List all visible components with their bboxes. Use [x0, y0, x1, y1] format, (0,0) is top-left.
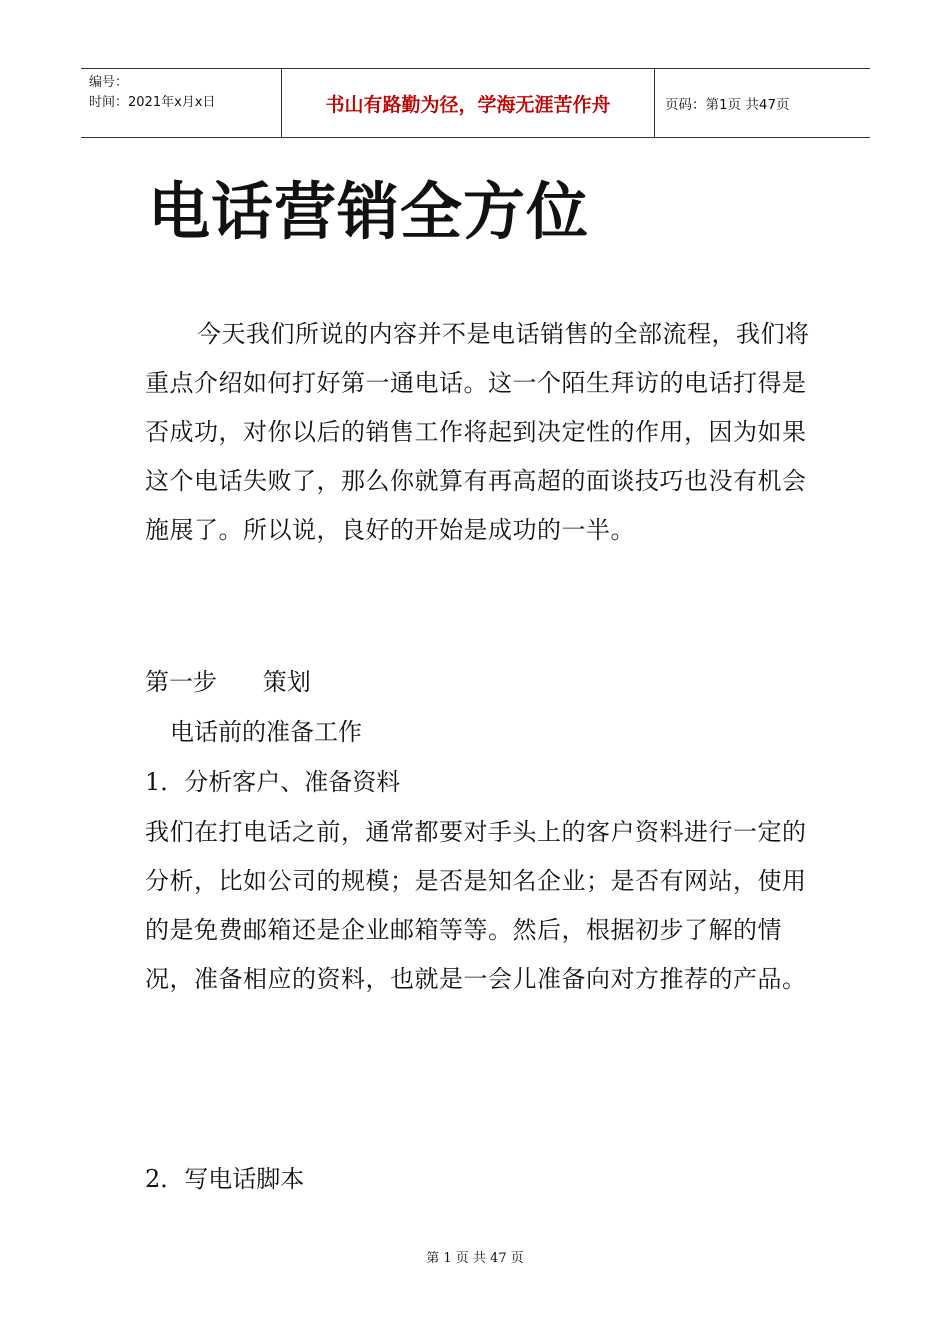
serial-label: 编号： — [89, 75, 129, 90]
item2-heading: 2．写电话脚本 — [145, 1165, 305, 1193]
document-header — [81, 68, 870, 138]
header-motto: 书山有路勤为径，学海无涯苦作舟 — [282, 69, 655, 137]
intro-paragraph: 今天我们所说的内容并不是电话销售的全部流程，我们将重点介绍如何打好第一通电话。这一个陌生拜访的电话打得是否成功，对你以后的销售工作将起到决定性的作用，因为如果这个电话失败了，那么你就算有再高超的面谈技巧也没有机会施展了。所以说，良好的开始是成功的一半。 — [145, 320, 810, 544]
time-label: 时间：2021年x月x日 — [89, 95, 216, 110]
step1-heading: 第一步 策划 — [145, 668, 311, 696]
header-meta — [81, 69, 282, 137]
header-page-info: 页码：第1页 共47页 — [665, 97, 790, 113]
item1-body: 我们在打电话之前，通常都要对手头上的客户资料进行一定的分析，比如公司的规模；是否是知名企业；是否有网站，使用的是免费邮箱还是企业邮箱等等。然后，根据初步了解的情况，准备相应的资料，也就是一会儿准备向对方推荐的产品。 — [145, 818, 807, 993]
prep-heading: 电话前的准备工作 — [170, 718, 362, 746]
document-title: 电话营销全方位 — [148, 175, 590, 248]
page-footer: 第 1 页 共 47 页 — [426, 1251, 524, 1266]
item1-heading: 1．分析客户、准备资料 — [145, 768, 401, 796]
